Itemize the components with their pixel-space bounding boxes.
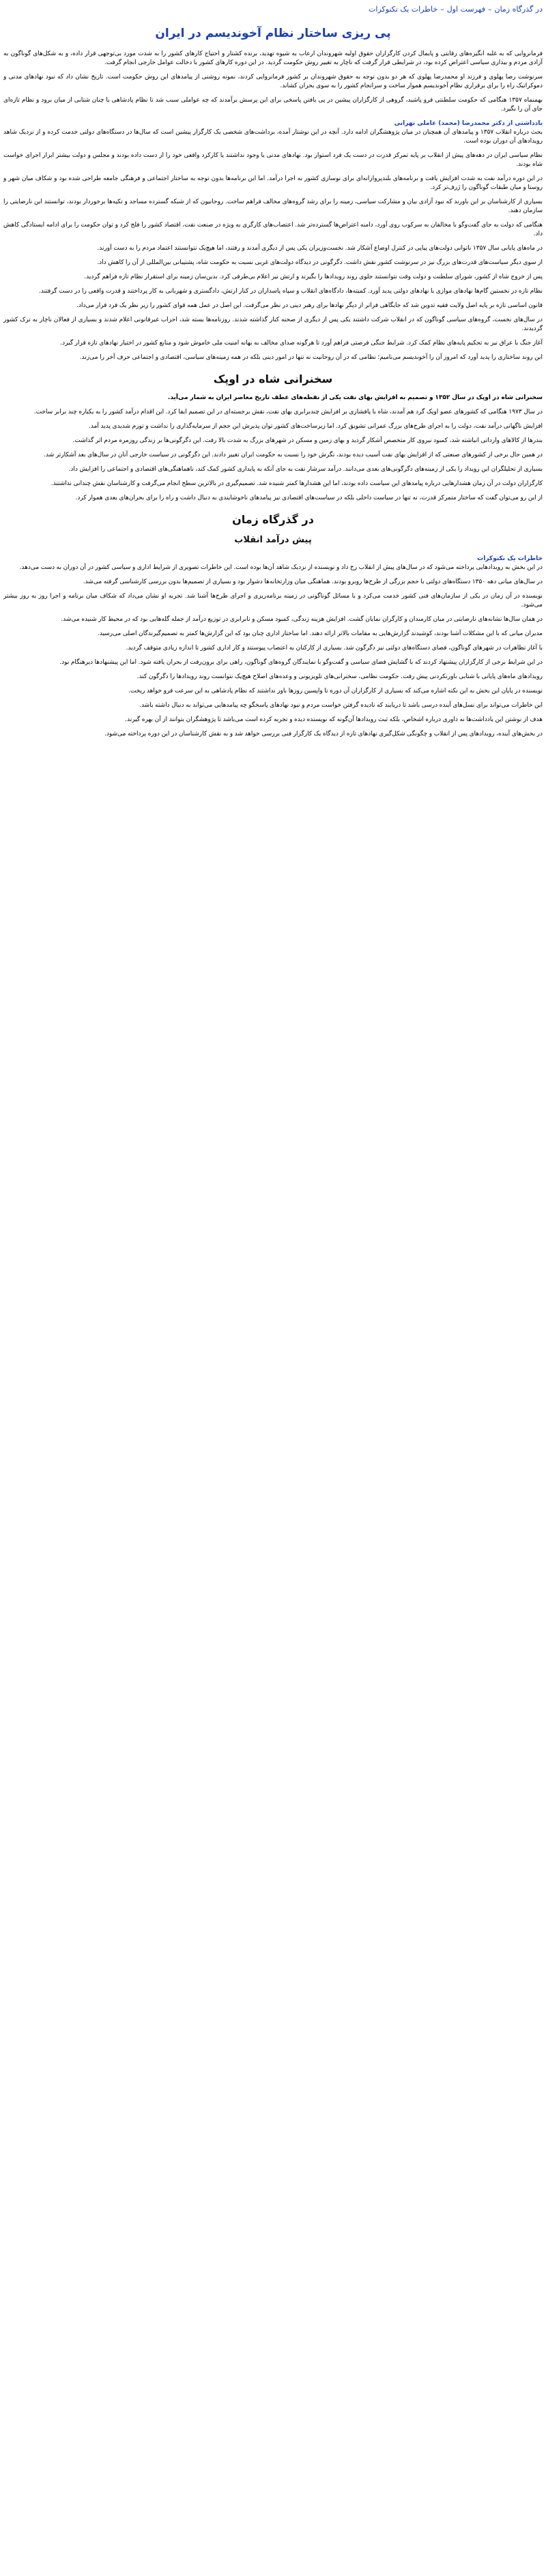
section-paragraph: در سال‌های میانی دهه ۱۳۵۰ دستگاه‌های دولتی با حجم بزرگی از طرح‌ها روبرو بودند. هماهنگی میان وزارتخانه‌ها دشوار بود و بسیاری از تصمیم‌ها بدون بررسی کارشناسی گرفته می‌شد. xyxy=(83,579,543,585)
breadcrumb-separator: – xyxy=(487,5,492,14)
article-paragraph: آغاز جنگ با عراق نیز به تحکیم پایه‌های نظام کمک کرد. شرایط جنگی فرصتی فراهم آورد تا هرگونه صدای مخالف به بهانه امنیت ملی خاموش شود و منابع کشور در اختیار نهادهای تازه قرار گیرد. xyxy=(60,340,543,347)
article-paragraph: در این دوره درآمد نفت به شدت افزایش یافت و برنامه‌های بلندپروازانه‌ای برای نوسازی کشور به اجرا درآمد. اما این برنامه‌ها بدون توجه به ساختار اجتماعی و فرهنگی جامعه طراحی شده بود و شکاف میان شهر و روستا و میان طبقات گوناگون را ژرف‌تر کرد. xyxy=(3,175,543,191)
section-paragraph: در این شرایط برخی از کارگزاران پیشنهاد کردند که با گشایش فضای سیاسی و گفت‌وگو با نمایندگان گروه‌های گوناگون، راهی برای برون‌رفت از بحران یافته شود. اما این پیشنهادها دیرهنگام بود. xyxy=(59,659,543,666)
article-byline: یادداشتی از دکتر محمدرضا (محمد) عاملی تهرانی xyxy=(394,120,543,127)
page-title: پی ریزی ساختار نظام آخوندیسم در ایران xyxy=(155,27,391,40)
article-paragraph: این روند ساختاری را پدید آورد که امروز آن را آخوندیسم می‌نامیم؛ نظامی که در آن روحانیت نه تنها در امور دینی بلکه در همه زمینه‌های سیاسی، اقتصادی و اجتماعی حرف آخر را می‌زند. xyxy=(79,354,543,361)
intro-paragraph: فرمانروایی که به غلبه انگیزه‌های رقابتی و پایمال کردن کارگزاران حقوق اولیه شهروندان ارعاب به شیوه تهدید، برنده کشتار و احتیاج کارهای کشور را به شدت مورد بی‌توجهی قرار داده، و به شکل‌های گوناگون به آزادی مردم و بیداری سیاسی اعتراض کرده بود، در شرایطی قرار گرفت که ناچار به تغییر روش حکومت گردید. در این دوره کارهای کشور با دخالت عوامل خارجی انجام گرفت. xyxy=(3,50,543,66)
section-paragraph: افزایش ناگهانی درآمد نفت، دولت را به اجرای طرح‌های بزرگ عمرانی تشویق کرد. اما زیرساخت‌های کشور توان پذیرش این حجم از سرمایه‌گذاری را نداشت و تورم شدیدی پدید آمد. xyxy=(89,423,543,430)
article-paragraph: در ماه‌های پایانی سال ۱۳۵۷ ناتوانی دولت‌های پیاپی در کنترل اوضاع آشکار شد. نخست‌وزیران یکی پس از دیگری آمدند و رفتند، اما هیچ‌یک نتوانستند اعتماد مردم را به دست آورند. xyxy=(97,245,543,252)
section-paragraph: نویسنده در آن زمان در یکی از سازمان‌های فنی کشور خدمت می‌کرد و با مسائل گوناگونی در زمینه برنامه‌ریزی و اجرای طرح‌ها آشنا شد. تجربه او نشان می‌داد که شکاف میان برنامه و اجرا روز به روز بیشتر می‌شود. xyxy=(3,593,543,609)
section-paragraph: در همین حال برخی از کشورهای صنعتی که از افزایش بهای نفت آسیب دیده بودند، نگرش خود را نسبت به حکومت ایران تغییر دادند. این دگرگونی در سیاست خارجی آنان در سال‌های بعد آشکارتر شد. xyxy=(44,452,543,458)
section-paragraph: با آغاز تظاهرات در شهرهای گوناگون، فضای دستگاه‌های دولتی نیز دگرگون شد. بسیاری از کارکنان به اعتصاب پیوستند و کار اداری کشور تا اندازه زیادی متوقف گردید. xyxy=(126,645,543,652)
section-paragraph: بندرها از کالاهای وارداتی انباشته شد، کمبود نیروی کار متخصص آشکار گردید و بهای زمین و مسکن در شهرهای بزرگ به شدت بالا رفت. این دگرگونی‌ها بر زندگی روزمره مردم اثر گذاشت. xyxy=(72,437,543,444)
article-paragraph: بسیاری از کارشناسان بر این باورند که نبود آزادی بیان و مشارکت سیاسی، زمینه را برای رشد گروه‌های مخالف فراهم ساخت. روحانیون که از شبکه گسترده مساجد و تکیه‌ها برخوردار بودند، توانستند این نارضایتی را سازمان دهند. xyxy=(3,199,543,214)
article-paragraph: بحث درباره انقلاب ۱۳۵۷ و پیامدهای آن همچنان در میان پژوهشگران ادامه دارد. آنچه در این نوشتار آمده، برداشت‌های شخصی یک کارگزار پیشین است که سال‌ها در دستگاه‌های دولتی خدمت کرده و از نزدیک شاهد رویدادهای آن دوران بوده است. xyxy=(3,129,543,145)
section-subheading: پیش درآمد انقلاب xyxy=(234,535,312,545)
section-paragraph: رویدادهای ماه‌های پایانی با شتابی باورنکردنی پیش رفت. حکومت نظامی، سخنرانی‌های تلویزیونی و وعده‌های اصلاح هیچ‌یک نتوانست روند رویدادها را دگرگون کند. xyxy=(136,673,543,680)
section-paragraph: در سال ۱۹۷۳ هنگامی که کشورهای عضو اوپک گرد هم آمدند، شاه با پافشاری بر افزایش چندبرابری بهای نفت، نقش برجسته‌ای در این تصمیم ایفا کرد. این اقدام درآمد کشور را به یکباره چند برابر ساخت. xyxy=(33,409,543,415)
section-paragraph: نویسنده در پایان این بخش به این نکته اشاره می‌کند که بسیاری از کارگزاران آن دوره تا واپسین روزها باور نداشتند که نظام پادشاهی به این سرعت فرو خواهد ریخت. xyxy=(128,688,543,694)
article-paragraph: از سوی دیگر سیاست‌های قدرت‌های بزرگ نیز در سرنوشت کشور نقش داشت. دگرگونی در دیدگاه دولت‌های غربی نسبت به حکومت شاه، پشتیبانی بین‌المللی از آن را کاهش داد. xyxy=(97,259,543,266)
section-byline: خاطرات یک تکنوکرات xyxy=(477,555,543,562)
section-paragraph: در بخش‌های آینده، رویدادهای پس از انقلاب و چگونگی شکل‌گیری نهادهای تازه از دیدگاه یک کارگزار فنی بررسی خواهد شد و به نقش کارشناسان در این دوره پرداخته می‌شود. xyxy=(104,731,543,737)
breadcrumb xyxy=(3,3,543,14)
breadcrumb-separator: – xyxy=(440,5,444,14)
article-content xyxy=(3,25,543,739)
section-paragraph: از این رو می‌توان گفت که ساختار متمرکز قدرت، نه تنها در سیاست داخلی بلکه در سیاست‌های اقتصادی نیز پیامدهای ناخوشایندی به دنبال داشت و راه را برای بحران‌های بعدی هموار کرد. xyxy=(75,495,543,501)
article-paragraph: پس از خروج شاه از کشور، شورای سلطنت و دولت وقت نتوانستند جلوی روند رویدادها را بگیرند و ارتش نیز اعلام بی‌طرفی کرد. بدین‌سان زمینه برای استقرار نظام تازه فراهم گردید. xyxy=(84,274,543,280)
article-paragraph: قانون اساسی تازه بر پایه اصل ولایت فقیه تدوین شد که جایگاهی فراتر از دیگر نهادها برای رهبر دینی در نظر می‌گرفت. این اصل در عمل همه قوای کشور را زیر نظر یک فرد قرار می‌داد. xyxy=(76,302,543,309)
section-lead: سخنرانی شاه در اوپک در سال ۱۳۵۲ و تصمیم به افزایش بهای نفت یکی از نقطه‌های عطف تاریخ معاصر ایران به شمار می‌آید. xyxy=(167,394,543,401)
intro-paragraph: بهمنماه ۱۳۵۷ هنگامی که حکومت سلطنتی فرو پاشید، گروهی از کارگزاران پیشین در پی یافتن پاسخی برای این پرسش برآمدند که چه عواملی سبب شد تا نظام پادشاهی با چنان شتابی از میان برود و نظام تازه‌ای جای آن را بگیرد. xyxy=(3,97,543,113)
breadcrumb-link-home[interactable]: در گذرگاه زمان xyxy=(494,5,543,14)
section-paragraph: مدیران میانی که با این مشکلات آشنا بودند، کوشیدند گزارش‌هایی به مقامات بالاتر ارائه دهند. اما ساختار اداری چنان بود که این گزارش‌ها کمتر به تصمیم‌گیرندگان اصلی می‌رسید. xyxy=(97,630,543,637)
article-paragraph: نظام تازه در نخستین گام‌ها نهادهای موازی با نهادهای دولتی پدید آورد. کمیته‌ها، دادگاه‌های انقلاب و سپاه پاسداران در کنار ارتش، دادگستری و شهربانی به کار پرداختند و قدرت واقعی را در دست گرفتند. xyxy=(39,288,543,295)
intro-paragraph: سرنوشت رضا پهلوی و فرزند او محمدرضا پهلوی که هر دو بدون توجه به حقوق شهروندان بر کشور فرمانروایی کردند، نمونه روشنی از پیامدهای این روش حکومت است. تاریخ نشان داد که نبود نهادهای مدنی و دموکراتیک راه را برای برقراری نظام آخوندیسم هموار ساخت و سرانجام کشور را به سوی بحران کشاند. xyxy=(3,74,543,89)
article-paragraph: نظام سیاسی ایران در دهه‌های پیش از انقلاب بر پایه تمرکز قدرت در دست یک فرد استوار بود. نهادهای مدنی یا وجود نداشتند یا کارکرد واقعی خود را از دست داده بودند و مجلس و دولت بیشتر ابزار اجرای خواست شاه بودند. xyxy=(3,152,543,168)
section-heading-shah-opec: سخنرانی شاه در اوپک xyxy=(213,372,333,385)
section-paragraph: در همان سال‌ها نشانه‌های نارضایتی در میان کارمندان و کارگران نمایان گشت. افزایش هزینه زندگی، کمبود مسکن و نابرابری در توزیع درآمد از جمله گله‌هایی بود که در محیط کار شنیده می‌شد. xyxy=(61,616,543,623)
section-heading-time: در گذرگاه زمان xyxy=(232,513,314,526)
breadcrumb-link-index[interactable]: فهرست اول xyxy=(446,5,485,14)
section-paragraph: در این بخش به رویدادهایی پرداخته می‌شود که در سال‌های پیش از انقلاب رخ داد و نویسنده از نزدیک شاهد آن‌ها بوده است. این خاطرات تصویری از شرایط اداری و سیاسی کشور در آن دوران به دست می‌دهد. xyxy=(19,564,543,571)
section-paragraph: این خاطرات می‌تواند برای نسل‌های آینده درسی باشد تا دریابند که نادیده گرفتن خواست مردم و نبود نهادهای پاسخگو چه پیامدهایی می‌تواند به دنبال داشته باشد. xyxy=(139,702,543,709)
page xyxy=(0,0,546,747)
section-paragraph: هدف از نوشتن این یادداشت‌ها نه داوری درباره اشخاص، بلکه ثبت رویدادها آن‌گونه که نویسنده دیده و تجربه کرده است می‌باشد تا پژوهشگران بتوانند از آن بهره گیرند. xyxy=(125,716,543,723)
article-paragraph: هنگامی که دولت به جای گفت‌وگو با مخالفان به سرکوب روی آورد، دامنه اعتراض‌ها گسترده‌تر شد. اعتصاب‌های کارگری به ویژه در صنعت نفت، اقتصاد کشور را فلج کرد و توان حکومت را برای ادامه ایستادگی کاهش داد. xyxy=(3,222,543,237)
article-paragraph: در سال‌های نخست، گروه‌های سیاسی گوناگون که در انقلاب شرکت داشتند یکی پس از دیگری از صحنه کنار گذاشته شدند. روزنامه‌ها بسته شد، احزاب غیرقانونی اعلام شدند و بسیاری از فعالان ناچار به ترک کشور گردیدند. xyxy=(3,317,543,332)
section-paragraph: کارگزاران دولت در آن زمان هشدارهایی درباره پیامدهای این سیاست داده بودند، اما این هشدارها کمتر شنیده شد. تصمیم‌گیری در بالاترین سطح انجام می‌گرفت و کارشناسان نقش چندانی نداشتند. xyxy=(51,480,543,487)
section-paragraph: بسیاری از تحلیلگران این رویداد را یکی از زمینه‌های دگرگونی‌های بعدی می‌دانند. درآمد سرشار نفت به جای آنکه به پایداری کشور کمک کند، ناهماهنگی‌های اقتصادی و اجتماعی را افزایش داد. xyxy=(68,466,543,473)
breadcrumb-link-memoirs[interactable]: خاطرات یک تکنوکرات xyxy=(369,5,438,14)
